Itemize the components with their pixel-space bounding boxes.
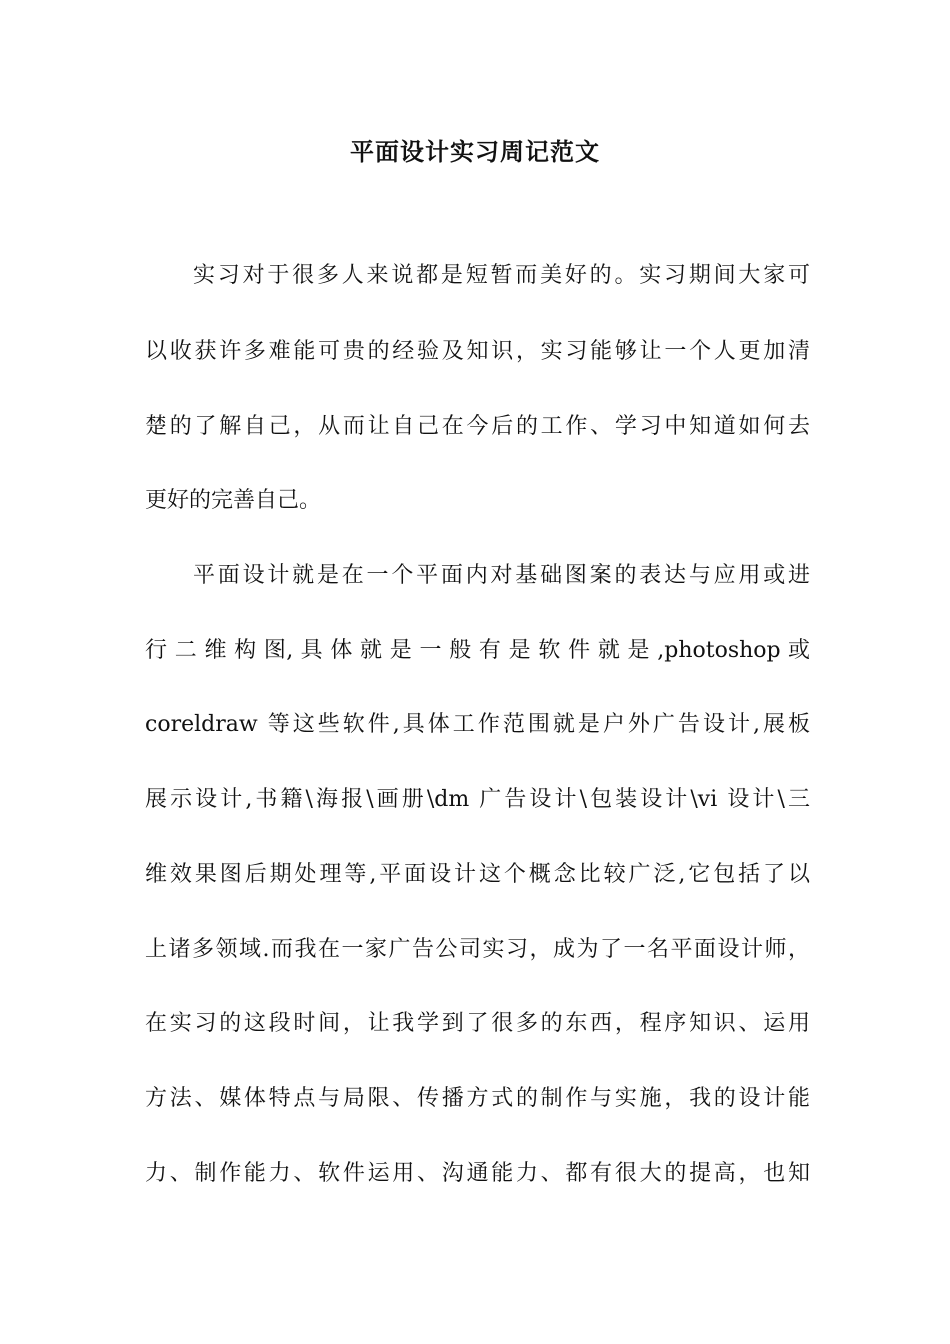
paragraph-1-line-3: 楚的了解自己，从而让自己在今后的工作、学习中知道如何去 xyxy=(145,414,810,439)
paragraph-2-line-3: coreldraw 等这些软件,具体工作范围就是户外广告设计,展板 xyxy=(145,712,810,737)
paragraph-2-line-9: 力、制作能力、软件运用、沟通能力、都有很大的提高，也知 xyxy=(145,1161,810,1186)
paragraph-1-line-4: 更好的完善自己。 xyxy=(145,488,322,513)
paragraph-2-line-6: 上诸多领域.而我在一家广告公司实习，成为了一名平面设计师， xyxy=(145,937,810,962)
paragraph-2-line-8: 方法、媒体特点与局限、传播方式的制作与实施，我的设计能 xyxy=(145,1086,810,1111)
document-title: 平面设计实习周记范文 xyxy=(350,137,600,166)
paragraph-1-line-1: 实习对于很多人来说都是短暂而美好的。实习期间大家可 xyxy=(193,263,810,288)
paragraph-2-line-5: 维效果图后期处理等,平面设计这个概念比较广泛,它包括了以 xyxy=(145,862,810,887)
paragraph-2-line-1: 平面设计就是在一个平面内对基础图案的表达与应用或进 xyxy=(193,563,810,588)
paragraph-2-line-2: 行 二 维 构 图, 具 体 就 是 一 般 有 是 软 件 就 是 ,photoshop 或 xyxy=(145,638,810,663)
paragraph-2-line-7: 在实习的这段时间，让我学到了很多的东西，程序知识、运用 xyxy=(145,1011,810,1036)
paragraph-2-line-4: 展示设计,书籍\海报\画册\dm 广告设计\包装设计\vi 设计\三 xyxy=(145,787,810,812)
paragraph-1-line-2: 以收获许多难能可贵的经验及知识，实习能够让一个人更加清 xyxy=(145,339,810,364)
